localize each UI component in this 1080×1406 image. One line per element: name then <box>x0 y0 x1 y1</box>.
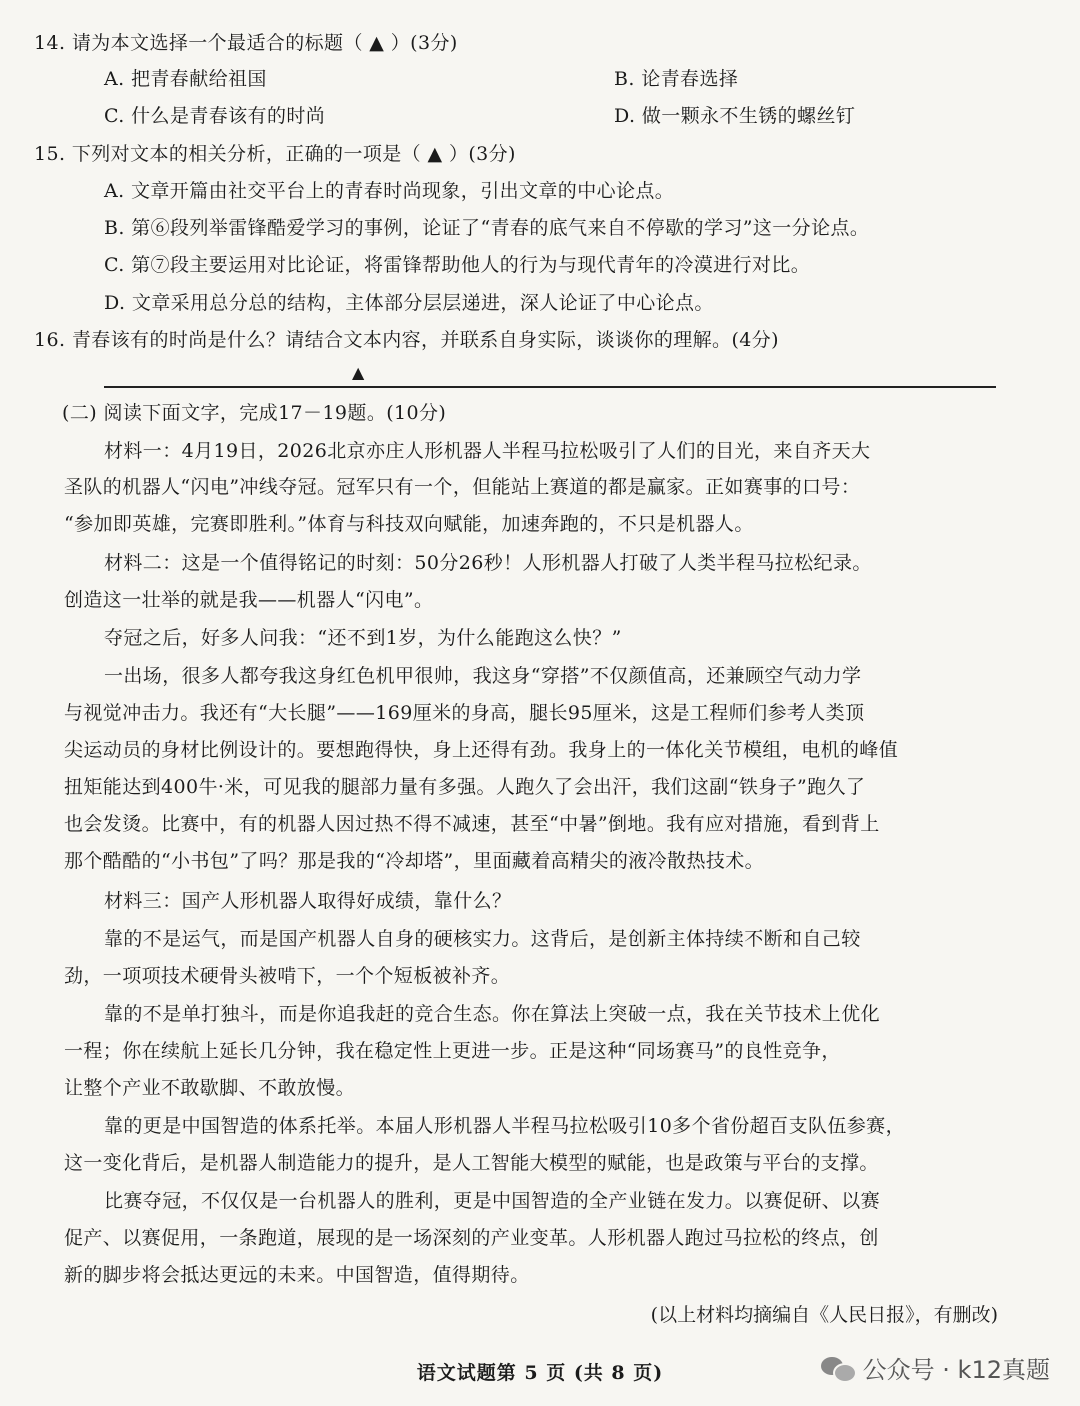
passage-line: 让整个产业不敢歇脚、不敢放慢。 <box>64 1077 356 1099</box>
q15-option-a: A. 文章开篇由社交平台上的青春时尚现象，引出文章的中心论点。 <box>104 180 675 202</box>
passage-line: 尖运动员的身材比例设计的。要想跑得快，身上还得有劲。我身上的一体化关节模组，电机的峰值 <box>64 739 899 761</box>
passage-line: 也会发烫。比赛中，有的机器人因过热不得不减速，甚至“中暑”倒地。我有应对措施，看到背上 <box>64 813 880 835</box>
q15-option-b: B. 第⑥段列举雷锋酷爱学习的事例，论证了“青春的底气来自不停歇的学习”这一分论点。 <box>104 217 870 239</box>
q14-option-d: D. 做一颗永不生锈的螺丝钉 <box>614 105 856 127</box>
question-15-stem: 15. 下列对文本的相关分析，正确的一项是（ ▲ ）(3分) <box>34 143 516 165</box>
section-2-heading: (二) 阅读下面文字，完成17－19题。(10分) <box>62 402 447 424</box>
passage-line: 与视觉冲击力。我还有“大长腿”——169厘米的身高，腿长95厘米，这是工程师们参考人类顶 <box>64 702 865 724</box>
passage-line: 这一变化背后，是机器人制造能力的提升，是人工智能大模型的赋能，也是政策与平台的支撑。 <box>64 1152 879 1174</box>
passage-line: 靠的不是单打独斗，而是你追我赶的竞合生态。你在算法上突破一点，我在关节技术上优化 <box>104 1003 881 1025</box>
question-16-stem: 16. 青春该有的时尚是什么？请结合文本内容，并联系自身实际，谈谈你的理解。(4分) <box>34 329 779 351</box>
q14-option-c: C. 什么是青春该有的时尚 <box>104 105 326 127</box>
answer-triangle-mark: ▲ <box>352 363 365 382</box>
passage-line: 夺冠之后，好多人问我：“还不到1岁，为什么能跑这么快？” <box>104 627 622 649</box>
passage-line: 圣队的机器人“闪电”冲线夺冠。冠军只有一个，但能站上赛道的都是赢家。正如赛事的口号： <box>64 476 861 498</box>
passage-line: 劲，一项项技术硬骨头被啃下，一个个短板被补齐。 <box>64 965 511 987</box>
passage-line: 促产、以赛促用，一条跑道，展现的是一场深刻的产业变革。人形机器人跑过马拉松的终点，创 <box>64 1227 879 1249</box>
passage-line: 材料一：4月19日，2026北京亦庄人形机器人半程马拉松吸引了人们的目光，来自齐天大 <box>104 440 871 462</box>
passage-line: “参加即英雄，完赛即胜利。”体育与科技双向赋能，加速奔跑的，不只是机器人。 <box>64 513 754 535</box>
passage-line: 一出场，很多人都夸我这身红色机甲很帅，我这身“穿搭”不仅颜值高，还兼顾空气动力学 <box>104 665 862 687</box>
answer-line <box>104 386 996 388</box>
question-14-stem: 14. 请为本文选择一个最适合的标题（ ▲ ）(3分) <box>34 32 458 54</box>
q15-option-d: D. 文章采用总分总的结构，主体部分层层递进，深人论证了中心论点。 <box>104 292 714 314</box>
source-note: (以上材料均摘编自《人民日报》，有删改) <box>650 1304 998 1326</box>
page-footer: 语文试题第 5 页 (共 8 页) <box>416 1362 664 1384</box>
passage-line: 扭矩能达到400牛·米，可见我的腿部力量有多强。人跑久了会出汗，我们这副“铁身子”跑久了 <box>64 776 866 798</box>
watermark <box>821 1350 1050 1385</box>
passage-line: 材料二：这是一个值得铭记的时刻：50分26秒！人形机器人打破了人类半程马拉松纪录。 <box>104 552 872 574</box>
passage-line: 那个酷酷的“小书包”了吗？那是我的“冷却塔”，里面藏着高精尖的液冷散热技术。 <box>64 850 765 872</box>
watermark-text: 公众号 · k12真题 <box>862 1356 1050 1384</box>
passage-line: 创造这一壮举的就是我——机器人“闪电”。 <box>64 589 434 611</box>
q14-option-b: B. 论青春选择 <box>614 68 739 90</box>
wechat-icon <box>821 1355 855 1381</box>
passage-line: 靠的更是中国智造的体系托举。本届人形机器人半程马拉松吸引10多个省份超百支队伍参赛， <box>104 1115 905 1137</box>
passage-line: 比赛夺冠，不仅仅是一台机器人的胜利，更是中国智造的全产业链在发力。以赛促研、以赛 <box>104 1190 881 1212</box>
passage-line: 一程；你在续航上延长几分钟，我在稳定性上更进一步。正是这种“同场赛马”的良性竞争， <box>64 1040 841 1062</box>
q15-option-c: C. 第⑦段主要运用对比论证，将雷锋帮助他人的行为与现代青年的冷漠进行对比。 <box>104 254 811 276</box>
passage-line: 靠的不是运气，而是国产机器人自身的硬核实力。这背后，是创新主体持续不断和自己较 <box>104 928 861 950</box>
passage-line: 新的脚步将会抵达更远的未来。中国智造，值得期待。 <box>64 1264 530 1286</box>
q14-option-a: A. 把青春献给祖国 <box>104 68 267 90</box>
passage-line: 材料三：国产人形机器人取得好成绩，靠什么？ <box>104 890 512 912</box>
